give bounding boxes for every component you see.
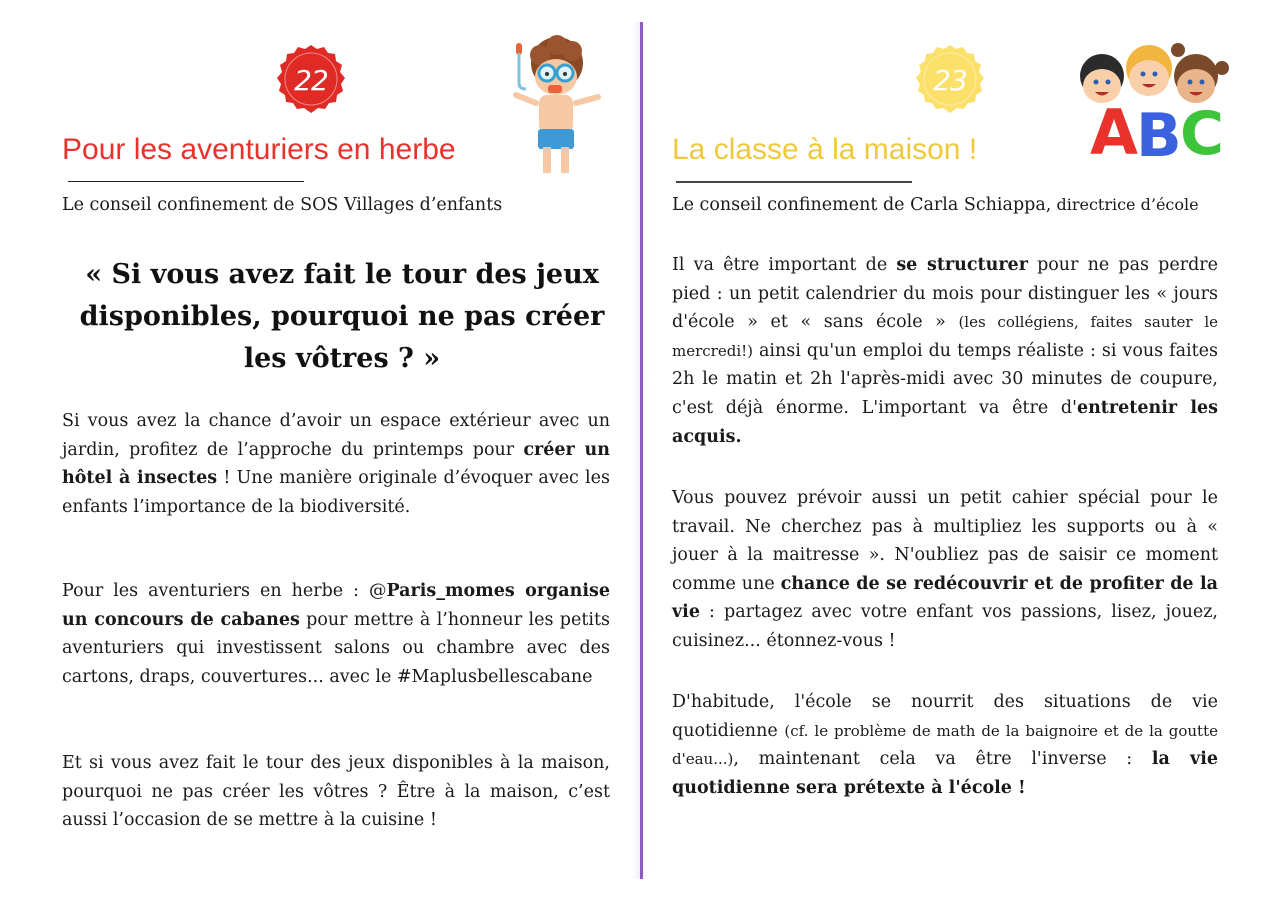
- paragraph-text: Pour les aventuriers en herbe : @: [62, 581, 387, 601]
- paragraph-text: , maintenant cela va être l'inverse :: [733, 749, 1152, 770]
- paragraph-text: pour ne pas perdre pied : un petit calendrier du mois pour distinguer les « jours d'école » et « sans école »: [672, 255, 1218, 333]
- advice-source-name: Le conseil confinement de Carla Schiappa,: [672, 195, 1052, 215]
- section-title: La classe à la maison !: [672, 133, 978, 166]
- title-underline: [676, 181, 912, 183]
- paragraph-text: Si vous avez la chance d’avoir un espace extérieur avec un jardin, profitez de l’approche du printemps pour: [62, 411, 610, 460]
- paragraph-text: Il va être important de: [672, 255, 897, 275]
- svg-text:A: A: [1090, 96, 1138, 164]
- paragraph-text: Et si vous avez fait le tour des jeux disponibles à la maison, pourquoi ne pas créer les vôtres ? Être à la maison, c’est aussi l’occasion de se mettre à la cuisine !: [62, 753, 610, 831]
- svg-text:C: C: [1180, 99, 1225, 164]
- paragraph-cahier: [672, 484, 1218, 656]
- scalloped-badge-icon: [913, 43, 987, 117]
- scalloped-badge-icon: [274, 43, 348, 117]
- title-underline: [68, 181, 304, 182]
- paragraph-emphasis: créer un hôtel à insectes: [62, 439, 610, 489]
- paragraph-text: ! Une manière originale d’évoquer avec les enfants l’importance de la biodiversité.: [62, 468, 610, 517]
- paragraph-structure: [672, 251, 1218, 451]
- advice-source-role: directrice d’école: [1051, 195, 1199, 214]
- paragraph-vie-quotidienne: [672, 688, 1218, 802]
- paragraph-emphasis: se structurer: [896, 255, 1028, 275]
- paragraph-aside: (cf. le problème de math de la baignoire et de la goutte d'eau...): [672, 721, 1218, 769]
- paragraph-emphasis: chance de se redécouvrir et de profiter de la vie: [672, 573, 1218, 623]
- kids-with-abc-letters-illustration: [1070, 36, 1238, 164]
- paragraph-emphasis: Paris_momes organise un concours de cabanes: [62, 581, 610, 630]
- paragraph-cuisine: [62, 749, 610, 835]
- badge-number: 22: [294, 63, 328, 97]
- paragraph-emphasis: entretenir les acquis.: [672, 397, 1218, 447]
- boy-with-snorkel-illustration: [510, 33, 605, 178]
- paragraph-emphasis: la vie quotidienne sera prétexte à l'école !: [672, 749, 1219, 798]
- advice-source: [672, 195, 1199, 215]
- column-divider: [640, 22, 643, 879]
- paragraph-text: ainsi qu'un emploi du temps réaliste : si vous faites 2h le matin et 2h l'après-midi avec 30 minutes de coupure, c'est déjà énorme. L'important va être d': [672, 340, 1218, 418]
- paragraph-aside: (les collégiens, faites sauter le mercredi!): [672, 313, 1218, 360]
- badge-number: 23: [933, 63, 967, 97]
- svg-text:B: B: [1136, 101, 1182, 164]
- section-title: Pour les aventuriers en herbe: [62, 133, 456, 166]
- advice-source: Le conseil confinement de SOS Villages d’enfants: [62, 195, 503, 215]
- paragraph-text: Vous pouvez prévoir aussi un petit cahier spécial pour le travail. Ne cherchez pas à multipliez les supports ou à « jouer à la maitresse ». N'oubliez pas de saisir ce moment comme une: [672, 488, 1218, 594]
- paragraph-text: pour mettre à l’honneur les petits aventuriers qui investissent salons ou chambre avec des cartons, draps, couvertures... avec le #Maplusbellescabane: [62, 609, 610, 687]
- pull-quote: « Si vous avez fait le tour des jeux disponibles, pourquoi ne pas créer les vôtres ? »: [79, 259, 605, 374]
- paragraph-insect-hotel: [62, 407, 610, 521]
- paragraph-cabanes: [62, 577, 610, 691]
- paragraph-text: : partagez avec votre enfant vos passions, lisez, jouez, cuisinez... étonnez-vous !: [672, 602, 1218, 651]
- paragraph-text: D'habitude, l'école se nourrit des situations de vie quotidienne: [672, 692, 1218, 741]
